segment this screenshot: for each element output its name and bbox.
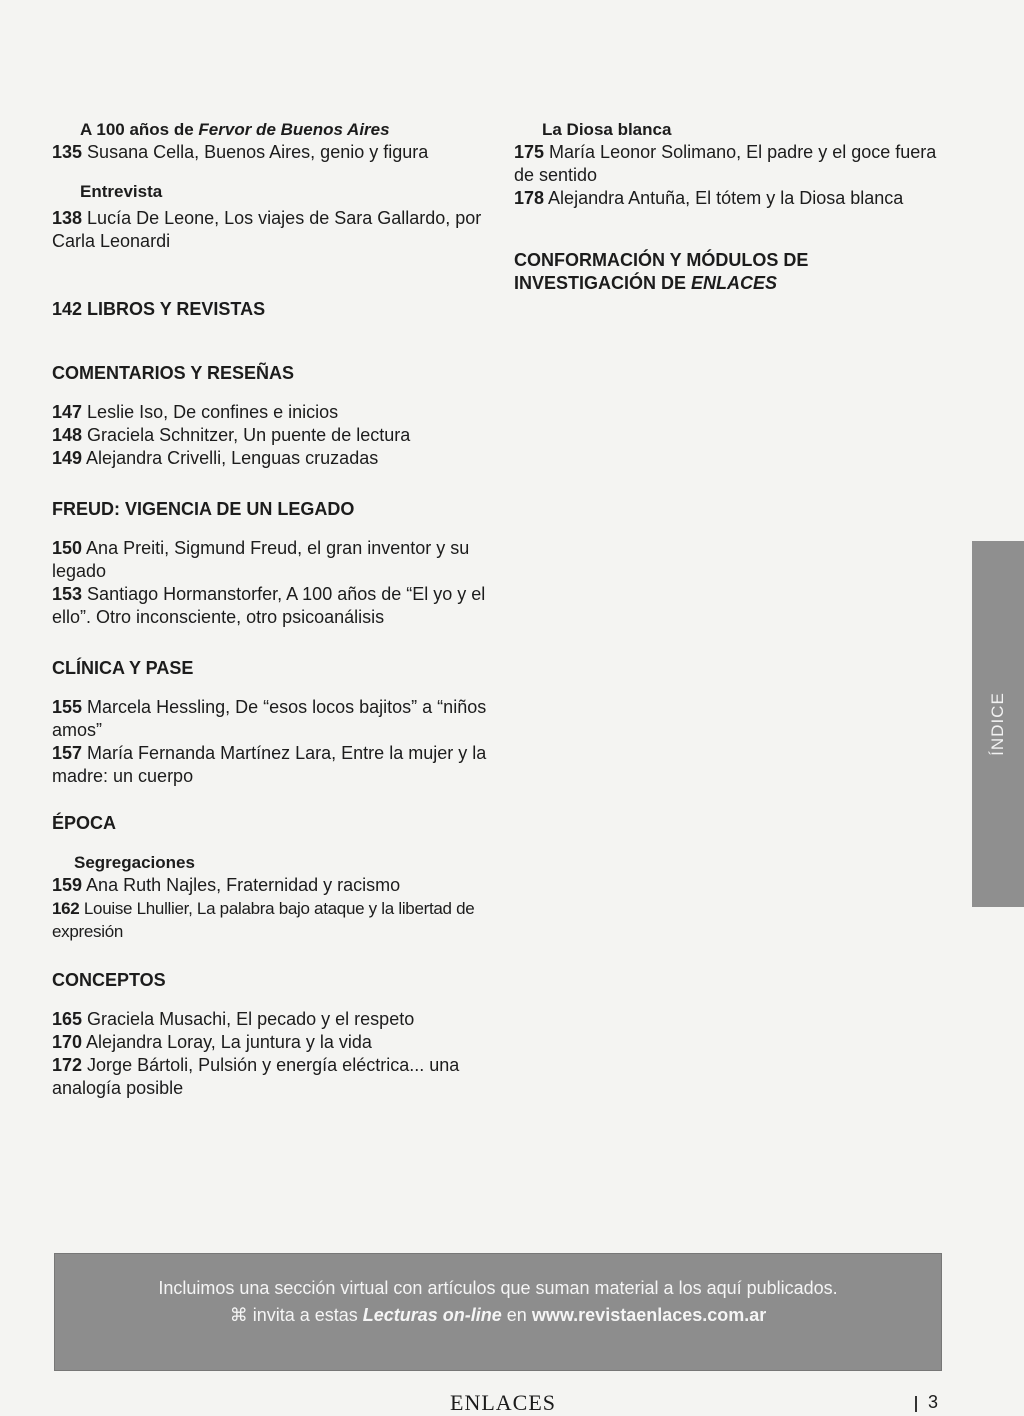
toc-entry[interactable]	[52, 583, 502, 629]
toc-entry[interactable]	[52, 874, 502, 897]
entry-text: Graciela Musachi, El pecado y el respeto	[82, 1009, 415, 1029]
section-fervor	[52, 118, 502, 164]
command-icon: ⌘	[229, 1305, 248, 1325]
section-conformacion-title[interactable]	[514, 249, 944, 295]
page-number: 149	[52, 448, 83, 468]
page-number: 155	[52, 697, 83, 717]
banner-line-2	[54, 1302, 942, 1329]
toc-entry[interactable]	[514, 187, 944, 210]
section-fervor-title	[80, 118, 502, 141]
page-number: 142	[52, 299, 83, 319]
entry-text: Alejandra Loray, La juntura y la vida	[82, 1032, 372, 1052]
toc-entry[interactable]	[52, 1054, 502, 1100]
toc-entry[interactable]	[52, 424, 502, 447]
page-number: 157	[52, 743, 83, 763]
section-conceptos-title: CONCEPTOS	[52, 970, 166, 990]
website-link[interactable]: www.revistaenlaces.com.ar	[531, 1305, 767, 1325]
section-conformacion-title-prefix: CONFORMACIÓN Y MÓDULOS DE INVESTIGACIÓN DE	[514, 250, 809, 293]
section-fervor-title-prefix: A 100 años de	[80, 120, 199, 139]
footer-brand: ENLACES	[450, 1390, 556, 1415]
toc-entry[interactable]	[52, 1008, 502, 1031]
page-number: 170	[52, 1032, 83, 1052]
entry-text: María Leonor Solimano, El padre y el goce fuera de sentido	[514, 142, 937, 185]
toc-entry[interactable]	[52, 742, 502, 788]
banner-line-1: Incluimos una sección virtual con artículos que suman material a los aquí publicados.	[158, 1278, 838, 1298]
entry-text: Jorge Bártoli, Pulsión y energía eléctrica... una analogía posible	[52, 1055, 460, 1098]
toc-entry[interactable]	[52, 1031, 502, 1054]
toc-entry[interactable]	[52, 537, 502, 583]
section-clinica	[52, 657, 502, 788]
entry-text: Santiago Hormanstorfer, A 100 años de “El yo y el ello”. Otro inconsciente, otro psicoanálisis	[52, 584, 486, 627]
toc-entry-libros[interactable]	[52, 298, 502, 321]
page-number: 148	[52, 425, 83, 445]
entry-text: Marcela Hessling, De “esos locos bajitos” a “niños amos”	[52, 697, 487, 740]
page-number-footer: 3	[928, 1392, 939, 1412]
page-number: 153	[52, 584, 83, 604]
toc-entry[interactable]	[514, 141, 944, 187]
entry-text: Alejandra Antuña, El tótem y la Diosa blanca	[544, 188, 904, 208]
section-entrevista	[52, 180, 502, 253]
entry-text: María Fernanda Martínez Lara, Entre la mujer y la madre: un cuerpo	[52, 743, 487, 786]
section-diosa	[514, 118, 944, 210]
right-column	[514, 118, 944, 295]
entry-text: Ana Preiti, Sigmund Freud, el gran inventor y su legado	[52, 538, 470, 581]
section-clinica-title: CLÍNICA Y PASE	[52, 658, 194, 678]
section-diosa-title: La Diosa blanca	[542, 120, 672, 139]
section-freud	[52, 498, 502, 629]
toc-entry[interactable]	[52, 141, 502, 164]
toc-entry[interactable]	[52, 696, 502, 742]
page-number: 138	[52, 208, 83, 228]
footer-separator	[915, 1396, 917, 1412]
page-number: 165	[52, 1009, 83, 1029]
section-comentarios-title: COMENTARIOS Y RESEÑAS	[52, 363, 295, 383]
page-number: 150	[52, 538, 83, 558]
entry-text: Graciela Schnitzer, Un puente de lectura	[82, 425, 411, 445]
page-number: 172	[52, 1055, 83, 1075]
section-epoca	[52, 812, 502, 943]
toc-entry[interactable]	[52, 897, 502, 943]
section-conceptos	[52, 969, 502, 1100]
page-number: 147	[52, 402, 83, 422]
banner-online-readings: Lecturas on-line	[362, 1305, 502, 1325]
toc-entry[interactable]	[52, 207, 502, 253]
toc-entry[interactable]	[52, 401, 502, 424]
entry-text: Susana Cella, Buenos Aires, genio y figura	[82, 142, 429, 162]
section-fervor-title-italic: Fervor de Buenos Aires	[198, 120, 390, 139]
page-number: 175	[514, 142, 545, 162]
entry-text: Lucía De Leone, Los viajes de Sara Gallardo, por Carla Leonardi	[52, 208, 482, 251]
entry-text: LIBROS Y REVISTAS	[82, 299, 266, 319]
entry-text: Alejandra Crivelli, Lenguas cruzadas	[82, 448, 379, 468]
banner-line-2-mid: en	[501, 1305, 532, 1325]
section-entrevista-title: Entrevista	[80, 182, 163, 201]
banner-line-2-pre: invita a estas	[247, 1305, 363, 1325]
section-epoca-title: ÉPOCA	[52, 813, 117, 833]
page-number: 135	[52, 142, 83, 162]
entry-text: Louise Lhullier, La palabra bajo ataque y la libertad de expresión	[52, 899, 475, 941]
page-number: 162	[52, 899, 80, 918]
toc-entry[interactable]	[52, 447, 502, 470]
section-epoca-subtitle: Segregaciones	[74, 853, 195, 872]
page-number: 178	[514, 188, 545, 208]
entry-text: Ana Ruth Najles, Fraternidad y racismo	[82, 875, 401, 895]
section-conformacion-title-italic: ENLACES	[691, 273, 778, 293]
left-column	[52, 118, 502, 1100]
entry-text: Leslie Iso, De confines e inicios	[82, 402, 339, 422]
section-comentarios	[52, 362, 502, 470]
page-number: 159	[52, 875, 83, 895]
section-freud-title: FREUD: VIGENCIA DE UN LEGADO	[52, 499, 355, 519]
index-sidebar-tab	[972, 541, 1024, 907]
online-readings-banner	[54, 1253, 942, 1371]
index-tab-label: ÍNDICE	[988, 692, 1007, 756]
